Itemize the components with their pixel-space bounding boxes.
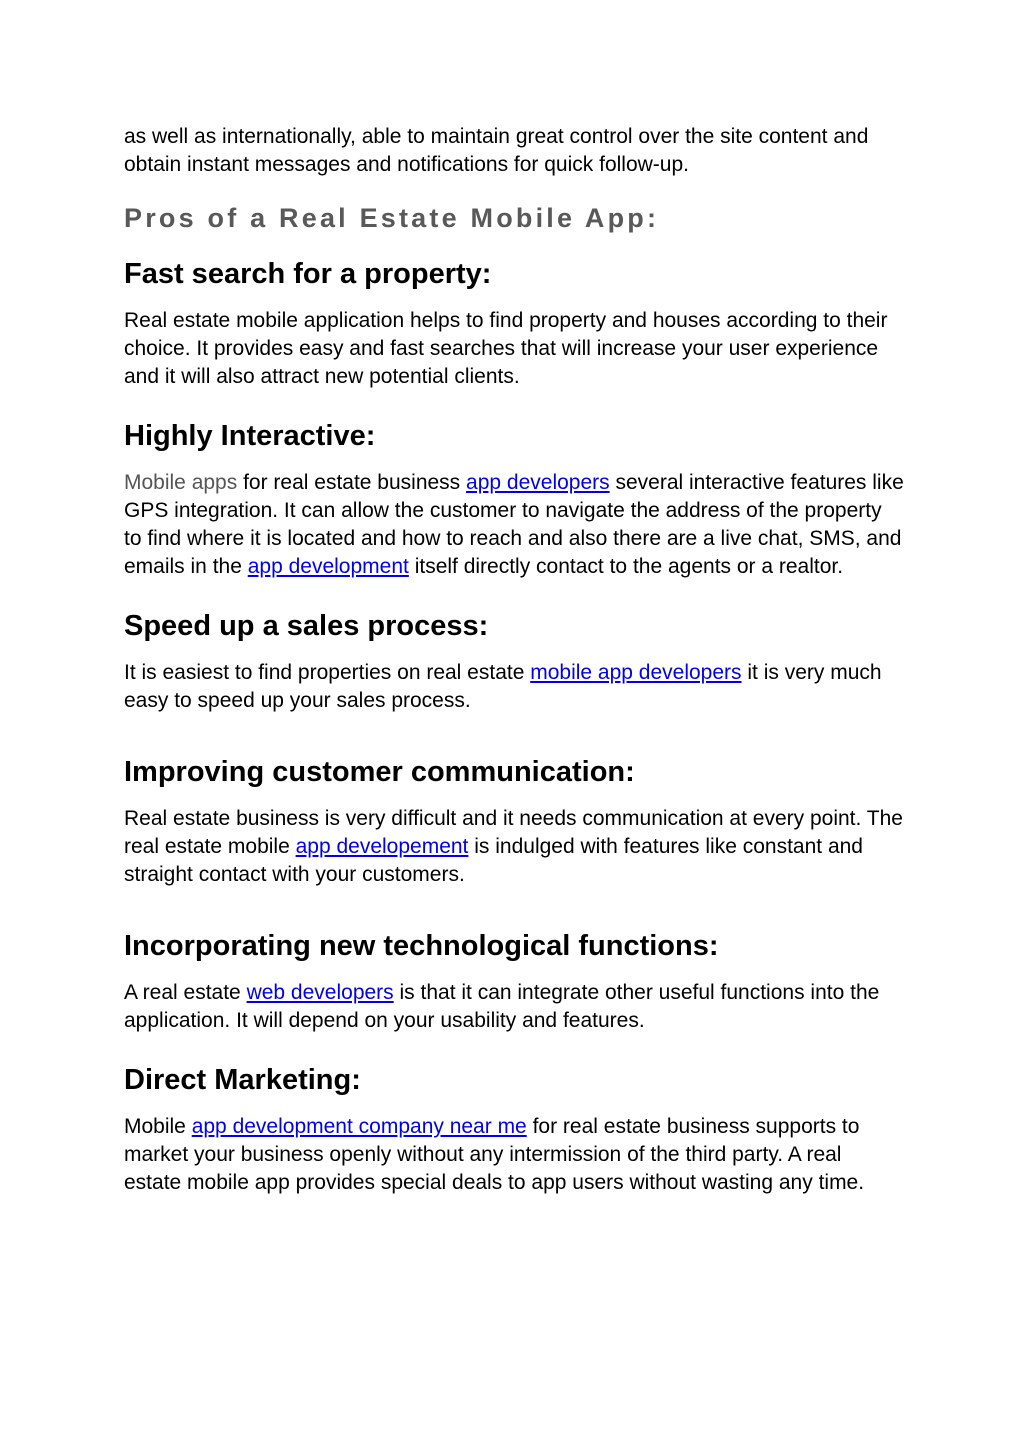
section-speed-up-sales <box>124 607 904 715</box>
app-development-company-link[interactable]: app development company near me <box>191 1115 527 1138</box>
app-developers-link[interactable]: app developers <box>466 471 610 494</box>
section-body <box>124 659 904 715</box>
section-body <box>124 805 904 889</box>
mobile-app-developers-link[interactable]: mobile app developers <box>530 661 742 684</box>
body-text: for real estate business supports to market your business openly without any intermission of the third party. A real estate mobile app provides special deals to app users without wasting any time. <box>124 1115 865 1194</box>
section-body <box>124 1113 904 1197</box>
section-body <box>124 469 904 581</box>
section-fast-search <box>124 255 904 391</box>
main-heading: Pros of a Real Estate Mobile App: <box>124 203 660 233</box>
section-direct-marketing <box>124 1061 904 1197</box>
app-development-link[interactable]: app development <box>247 555 409 578</box>
web-developers-link[interactable]: web developers <box>246 981 394 1004</box>
document-page <box>124 123 904 1221</box>
section-title: Incorporating new technological functions: <box>124 930 719 962</box>
section-title: Fast search for a property: <box>124 258 492 290</box>
section-title: Direct Marketing: <box>124 1064 361 1096</box>
section-title: Speed up a sales process: <box>124 610 489 642</box>
body-text: Mobile apps <box>124 471 238 494</box>
section-title: Highly Interactive: <box>124 420 376 452</box>
body-text: several interactive features like GPS integration. It can allow the customer to navigate the address of the property to find where it is located and how to reach and also there are a live chat, SMS, and emails in the <box>124 471 904 578</box>
body-text: it is very much easy to speed up your sales process. <box>124 661 882 712</box>
intro-paragraph: as well as internationally, able to maintain great control over the site content and obtain instant messages and notifications for quick follow-up. <box>124 125 869 176</box>
app-developement-link[interactable]: app developement <box>295 835 469 858</box>
section-customer-communication <box>124 753 904 889</box>
body-text: A real estate <box>124 981 247 1004</box>
body-text: itself directly contact to the agents or a realtor. <box>408 555 844 578</box>
section-title: Improving customer communication: <box>124 756 635 788</box>
body-text: Mobile <box>124 1115 192 1138</box>
section-highly-interactive <box>124 417 904 581</box>
section-body: Real estate mobile application helps to find property and houses according to their choice. It provides easy and fast searches that will increase your user experience and it will also attract new potential clients. <box>124 309 888 388</box>
section-technological-functions <box>124 927 904 1035</box>
section-body <box>124 979 904 1035</box>
body-text: It is easiest to find properties on real estate <box>124 661 531 684</box>
body-text: is indulged with features like constant and straight contact with your customers. <box>124 835 863 886</box>
body-text: is that it can integrate other useful functions into the application. It will depend on your usability and features. <box>124 981 880 1032</box>
body-text: Real estate business is very difficult and it needs communication at every point. The real estate mobile <box>124 807 903 858</box>
body-text: for real estate business <box>237 471 467 494</box>
